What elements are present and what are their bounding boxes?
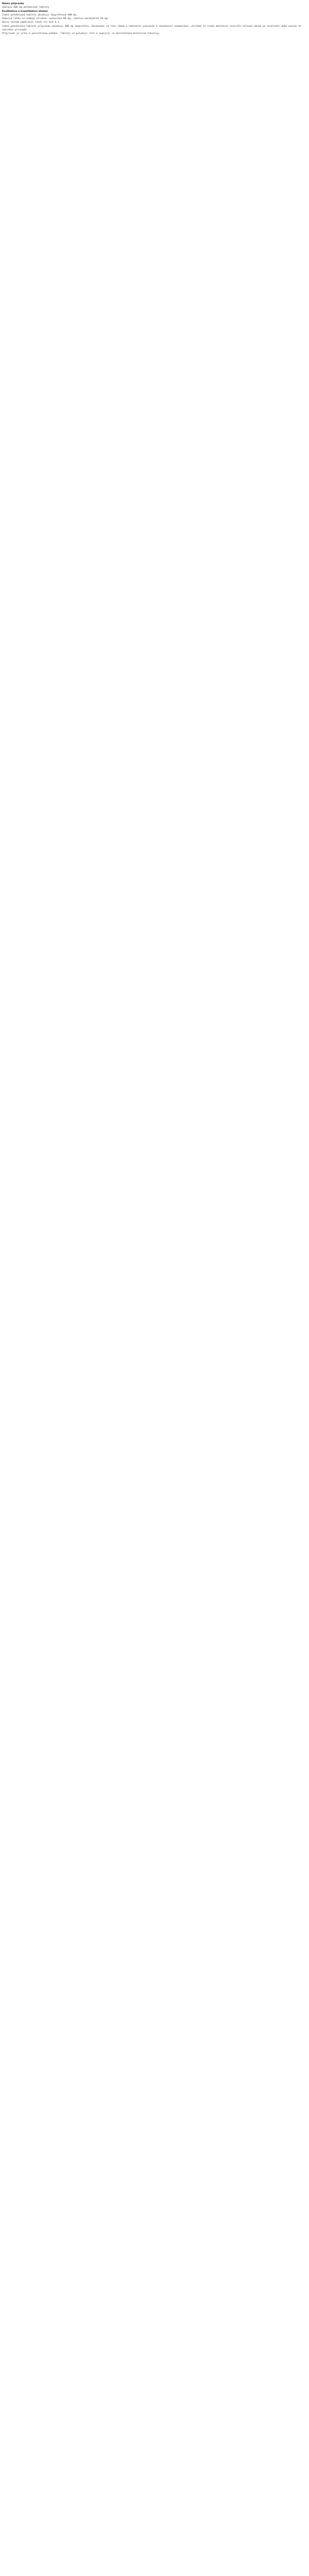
section-heading: Název přípravku xyxy=(2,3,24,5)
section-heading: Kvalitativní a kvantitativní složení xyxy=(2,10,48,13)
section-text: Ibalgin 400 mg potahované tablety xyxy=(2,6,49,9)
document-body xyxy=(0,0,309,36)
section-text: Jedna potahovaná tableta obsahuje ibuprofenum 400 mg. Pomocná látka se známým účinkem: sacharóza 80 mg, laktosa monohydrát 20 mg. Úplný seznam pomocných látek viz bod 6.1. Jedna potahovaná tableta přípravku obsahuje 400 mg ibuprofenu. Dávkování se řídí věkem a hmotností pacienta a závažností onemocnění, přičemž je třeba dodržovat nejnižší účinnou dávku po nejkratší dobu nutnou ke zmírnění příznaků. Přípravek je určen k perorálnímu podání. Tablety se polykají celé a zapíjejí se dostatečným množstvím tekutiny. xyxy=(2,14,301,35)
